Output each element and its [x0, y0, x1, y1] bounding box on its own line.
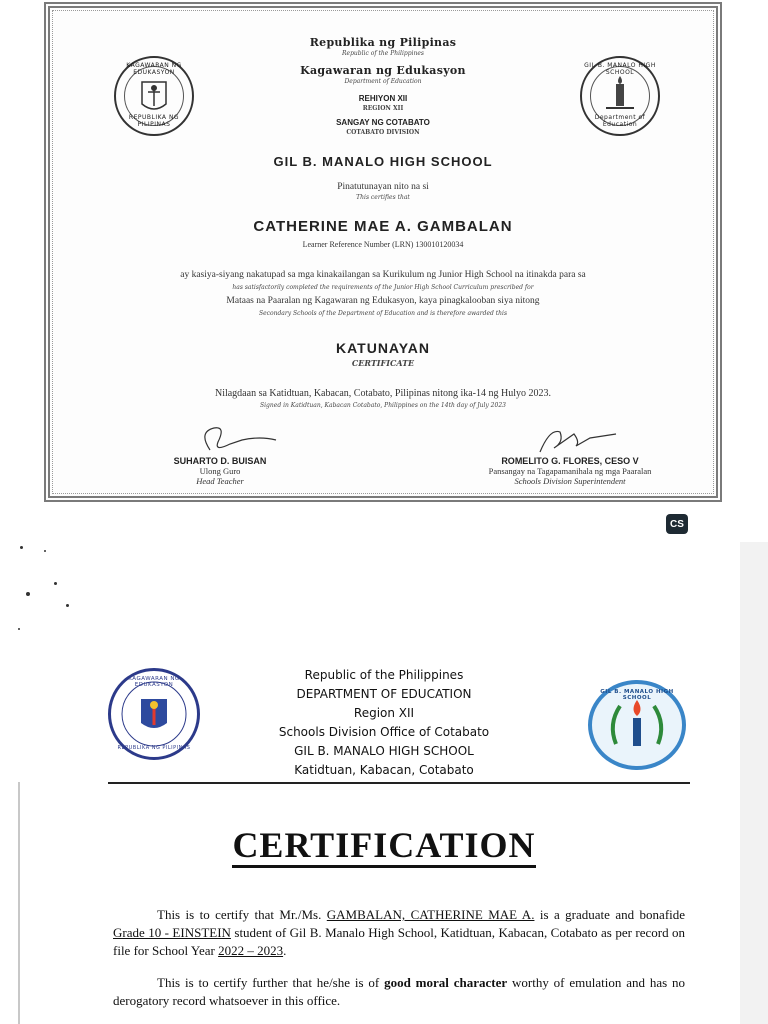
p1-graduate: is a graduate and bonafide — [539, 907, 686, 922]
body-line-2: Mataas na Paaralan ng Kagawaran ng Edukasyon, kaya pinagkalooban siya nitong — [226, 296, 540, 306]
seal-left-text: KAGAWARAN NG EDUKASYON — [126, 62, 182, 76]
certifies-text: Pinatutunayan nito na si — [337, 182, 429, 192]
signed-en-text: Signed in Katidtuan, Kabacan Cotabato, Philippines on the 14th day of July 2023 — [260, 402, 506, 409]
republic-en-label: Republic of the Philippines — [342, 50, 424, 57]
logo-left-text: KAGAWARAN NG EDUKASYON — [128, 676, 180, 688]
signatory-right-role: Pansangay na Tagapamanihala ng mga Paaralan — [488, 466, 652, 476]
signatory-left-name: SUHARTO D. BUISAN — [173, 456, 267, 466]
p1-intro: This is to certify that Mr./Ms. — [157, 907, 322, 922]
p1-student-name: GAMBALAN, CATHERINE MAE A. — [326, 907, 535, 922]
camscanner-badge: CS — [666, 514, 688, 534]
division-label: SANGAY NG COTABATO — [336, 118, 430, 127]
certificate-title: KATUNAYAN — [335, 340, 431, 356]
cert-header-republic: Republic of the Philippines — [304, 668, 464, 682]
certification-title-text: CERTIFICATION — [232, 825, 535, 868]
region-label: REHIYON XII — [358, 94, 408, 103]
seal-right-bottom: Department of Education — [594, 114, 646, 128]
body-line-2-en: Secondary Schools of the Department of Education and is therefore awarded this — [258, 310, 508, 317]
seal-right-text: GIL B. MANALO HIGH SCHOOL — [584, 62, 656, 76]
signed-text: Nilagdaan sa Katidtuan, Kabacan, Cotabato, Pilipinas nitong ika-14 ng Hulyo 2023. — [214, 388, 552, 399]
certificate-title-en: CERTIFICATE — [351, 358, 415, 368]
signatory-left-role: Ulong Guro — [199, 466, 241, 476]
republic-label: Republika ng Pilipinas — [309, 36, 457, 49]
cert-header-school: GIL B. MANALO HIGH SCHOOL — [294, 744, 474, 758]
certification-paragraph-2 — [113, 974, 685, 1010]
header-divider — [108, 782, 690, 784]
good-moral-certification — [0, 542, 768, 1024]
seal-left-bottom: REPUBLIKA NG PILIPINAS — [128, 114, 180, 128]
signatory-left — [150, 456, 290, 486]
division-en-label: COTABATO DIVISION — [346, 129, 420, 136]
signature-left-icon — [190, 422, 280, 456]
signatory-right-name: ROMELITO G. FLORES, CESO V — [501, 456, 639, 466]
certifies-en-text: This certifies that — [356, 194, 410, 201]
p2-rest: worthy of emulation and has no derogatory record whatsoever in this office. — [113, 975, 686, 1008]
certification-title — [0, 824, 768, 866]
school-name: GIL B. MANALO HIGH SCHOOL — [273, 154, 493, 169]
department-en-label: Department of Education — [344, 78, 422, 85]
logo-right-text: GIL B. MANALO HIGH SCHOOL — [600, 689, 674, 701]
graduation-certificate — [44, 2, 722, 502]
signature-right-icon — [530, 422, 620, 456]
signatory-left-role-en: Head Teacher — [196, 476, 244, 486]
cert-header-division: Schools Division Office of Cotabato — [278, 725, 490, 739]
student-name: CATHERINE MAE A. GAMBALAN — [253, 218, 513, 235]
cert-header-department: DEPARTMENT OF EDUCATION — [296, 687, 472, 701]
p2-intro: This is to certify further that he/she is of — [157, 975, 380, 990]
signatory-right — [450, 456, 690, 486]
department-label: Kagawaran ng Edukasyon — [300, 64, 466, 77]
region-en-label: REGION XII — [362, 105, 404, 112]
signatory-right-role-en: Schools Division Superintendent — [514, 476, 626, 486]
p2-good-moral: good moral character — [384, 975, 508, 990]
cert-header-region: Region XII — [353, 706, 415, 720]
p1-school-record: student of Gil B. Manalo High School, Katidtuan, Kabacan, Cotabato as per record on file for School Year — [113, 925, 686, 958]
certification-paragraph-1: This is to certify that Mr./Ms. GAMBALAN, CATHERINE MAE A. is a graduate and bonafide Grade 10 - EINSTEIN student of Gil B. Manalo High School, Katidtuan, Kabacan, Cotabato as per record on file for School Year 2022 – 2023. — [113, 907, 686, 958]
body-line-1: ay kasiya-siyang nakatupad sa mga kinakailangan sa Kurikulum ng Junior High School na itinakda para sa — [180, 270, 586, 280]
lrn-text: Learner Reference Number (LRN) 130010120034 — [302, 240, 464, 249]
body-line-1-en: has satisfactorily completed the requirements of the Junior High School Curriculum prescribed for — [232, 284, 534, 291]
p1-grade-section: Grade 10 - EINSTEIN — [113, 925, 231, 940]
logo-left-bottom: REPUBLIKA NG PILIPINAS — [117, 745, 191, 751]
p1-school-year: 2022 – 2023 — [218, 943, 284, 958]
cert-header-address: Katidtuan, Kabacan, Cotabato — [294, 763, 474, 777]
